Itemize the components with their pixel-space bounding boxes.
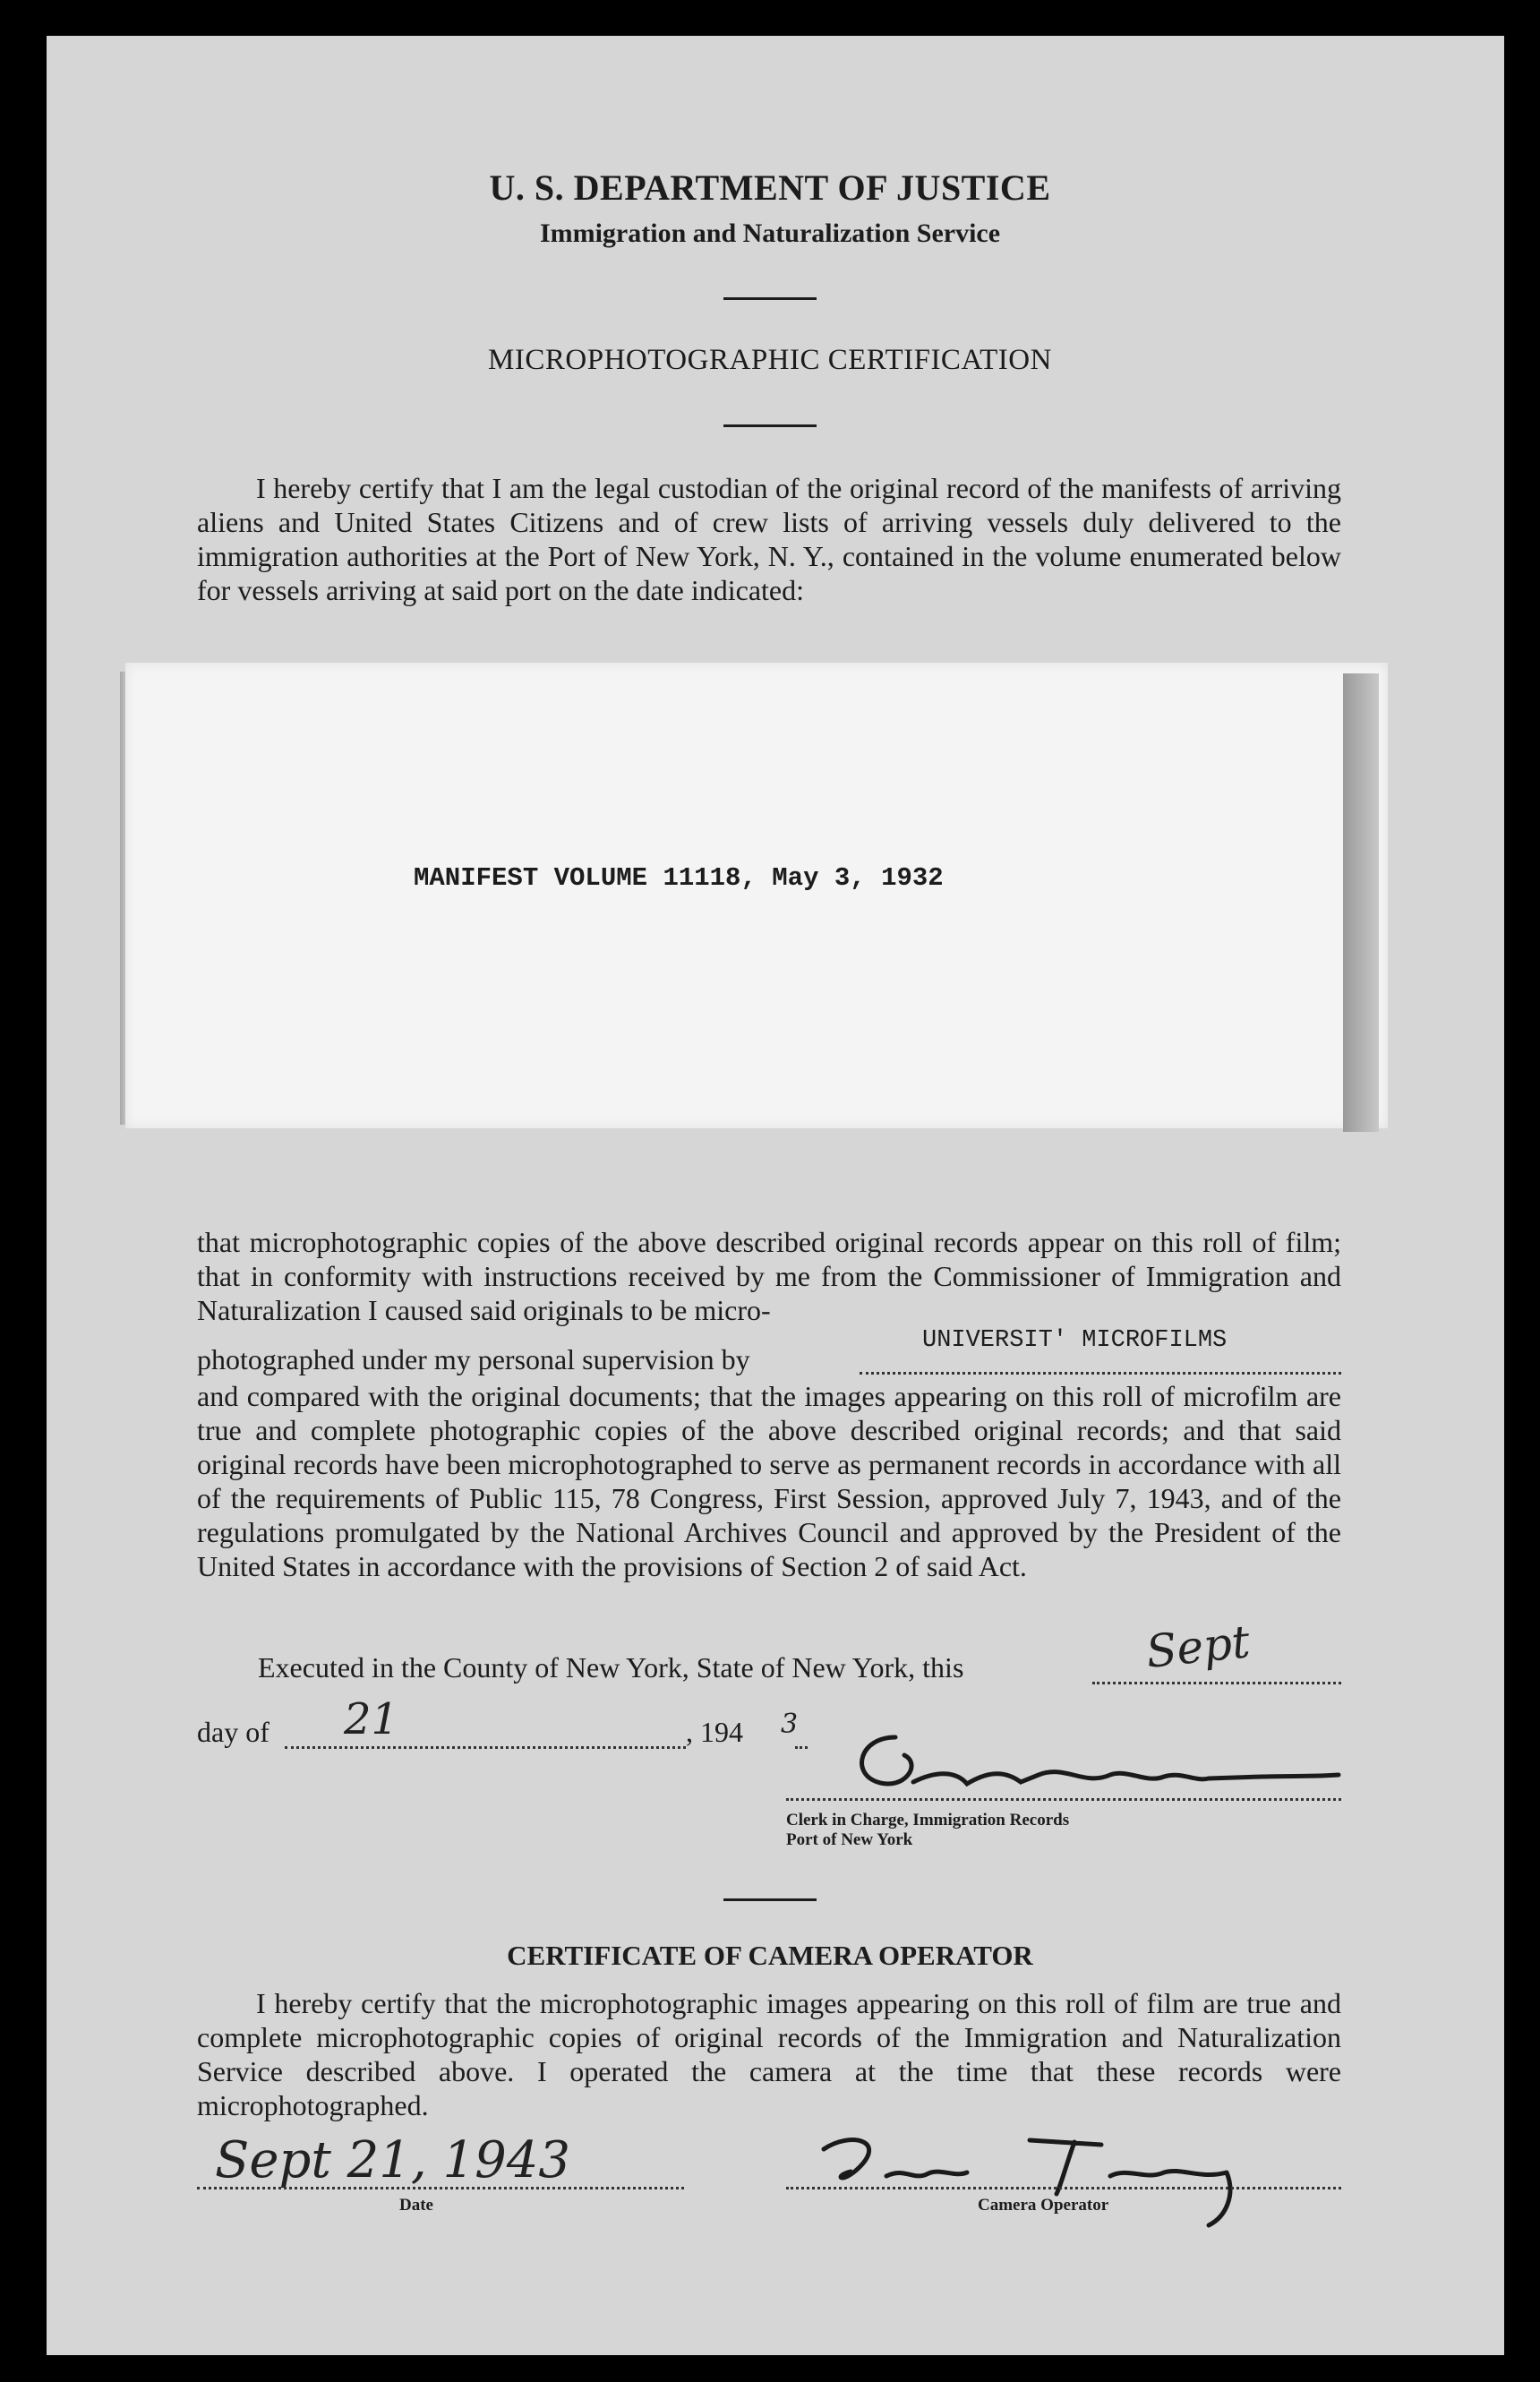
operator-label: Camera Operator: [978, 2196, 1109, 2215]
date-line: [197, 2187, 684, 2189]
camera-certificate-title: CERTIFICATE OF CAMERA OPERATOR: [507, 1940, 1033, 1971]
clerk-signature: [842, 1719, 1343, 1809]
signature-line: [786, 1798, 1341, 1801]
date-handwritten: Sept 21, 1943: [215, 2131, 571, 2189]
supervision-prefix: photographed under my personal supervision by: [197, 1343, 750, 1375]
body-paragraph-1: that microphotographic copies of the above described original records appear on this roll of film; that in conformity with instructions received by me from the Commissioner of Immigration and Naturalization I caused said originals to be micro-: [197, 1226, 1341, 1326]
volume-card: [125, 663, 1388, 1128]
service-subheading: Immigration and Naturalization Service: [539, 218, 1001, 248]
microfilm-company: UNIVERSIT' MICROFILMS: [922, 1327, 1228, 1354]
day-prefix: day of: [197, 1716, 270, 1748]
intro-paragraph: I hereby certify that I am the legal custodian of the original record of the manifests of arriving aliens and United States Citizens and of crew lists of arriving vessels duly delivered to the immigration authorities at the Port of New York, N. Y., contained in the volume enumerated below for vessels arriving at said port on the date indicated:: [197, 472, 1341, 606]
operator-line: [786, 2187, 1341, 2189]
date-label: Date: [399, 2196, 433, 2215]
executed-month-handwritten: Sept: [1143, 1615, 1253, 1678]
executed-prefix: Executed in the County of New York, State of New York, this: [258, 1651, 964, 1684]
divider: [723, 424, 817, 427]
dotted-line: [795, 1746, 808, 1749]
divider: [723, 297, 817, 300]
year-prefix: , 194: [686, 1716, 743, 1748]
manifest-volume: MANIFEST VOLUME 11118, May 3, 1932: [414, 863, 944, 893]
clerk-title-line1: Clerk in Charge, Immigration Records: [786, 1811, 1070, 1829]
dotted-line: [860, 1372, 1341, 1375]
card-shadow: [1343, 673, 1379, 1132]
document-title: MICROPHOTOGRAPHIC CERTIFICATION: [488, 344, 1052, 376]
dotted-line: [285, 1746, 686, 1749]
dotted-line: [1092, 1682, 1341, 1684]
year-digit-handwritten: 3: [781, 1709, 799, 1740]
clerk-title-line2: Port of New York: [786, 1830, 913, 1849]
department-heading: U. S. DEPARTMENT OF JUSTICE: [489, 167, 1051, 208]
body-paragraph-2: and compared with the original documents; that the images appearing on this roll of microfilm are true and complete photographic copies of the above described original records; and that said original records have been microphotographed to serve as permanent records in accordance with all of the requirements of Public 115, 78 Congress, First Session, approved July 7, 1943, and of the regulations promulgated by the National Archives Council and approved by the President of the United States in accordance with the provisions of Section 2 of said Act.: [197, 1380, 1341, 1582]
camera-certificate-text: I hereby certify that the microphotographic images appearing on this roll of film are true and complete microphotographic copies of original records of the Immigration and Naturalization Service described above. I operated the camera at the time that these records were microphotographed.: [197, 1987, 1341, 2121]
day-handwritten: 21: [344, 1694, 399, 1744]
divider: [723, 1898, 817, 1901]
